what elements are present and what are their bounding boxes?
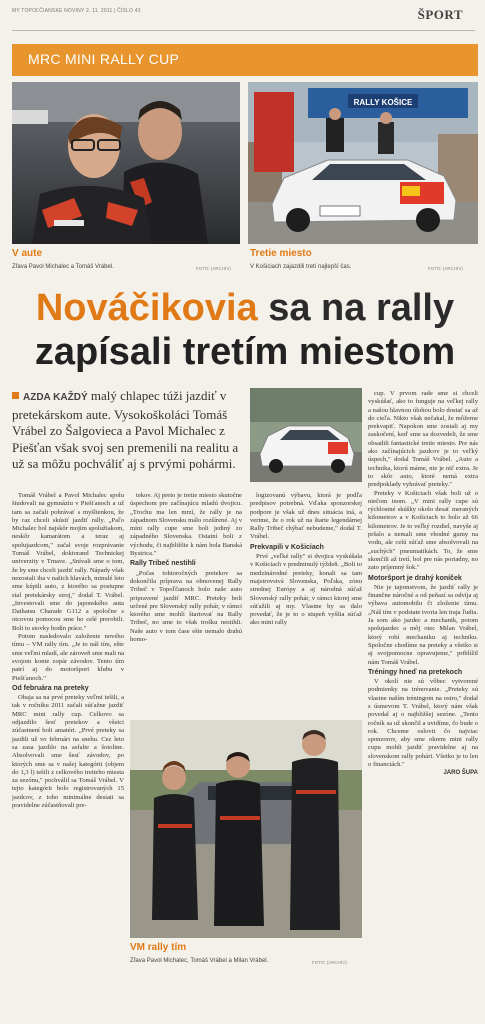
section-title: ŠPORT — [417, 7, 463, 22]
headline-rest: sa na rally — [257, 287, 455, 329]
photo1-credit: FOTO: (ARCHÍV) — [196, 266, 231, 271]
article-column-4 — [368, 390, 478, 778]
col1-paragraph-3: Obaja sa na prvé preteky veľmi tešili, a tak v ročníku 2011 začali súťažne jazdiť MRC mini rally cup. Celkovo sa odjazdilo šesť pretekov a všetci zúčastnení boli amatéri. „Prvé preteky sa jazdili už vo februári na snehu. Cez leto sa zasa jazdilo na asfalte a šotoline. Absolvovali sme šesť závodov, po ktorých sme sa v našej kategórii (objem do 1,3 l) tešili z celkového tretieho miesta za sezónu," pochválil sa Tomáš Vrábel. V tejto kategórii bolo registrovaných 15 jazdcov, z toho minimálne desiati sa pravidelne zúčastňovali pre- — [12, 694, 124, 809]
photo1-caption: Zľava Pavol Michalec a Tomáš Vrábel. — [12, 264, 114, 270]
col4-paragraph-2: Preteky v Košiciach však boli už o niečom inom. „V mini rally cupe sú rýchlostné skúšky okolo desať meraných kilometrov a v Košiciach to bolo až 66 kilometrov. Je to veľký rozdiel, navyše aj pršalo a nemali sme vhodné gumy na vodu, ale celú súťaž sme absolvovali na „suchých" pneumatikách. To, že sme skončili až tretí, bol pre nás poriadny, no zato príjemný šok." — [368, 489, 478, 572]
photo1-title: V aute — [12, 248, 43, 259]
col1-paragraph-1: Tomáš Vrábel a Pavol Michalec spolu študovali na gymnáziu v Piešťanoch a už tam sa začali pohrávať s myšlienkou, že by raz chceli skúsiť jazdiť rally. „Paľo Michalec bol najskôr mojím spolužiakom, neskôr kamarátom a teraz aj spolujazdcom," začal svoje rozprávanie Tomáš Vrábel, doktorand Technickej univerzity v Trnave. „Snívali sme o tom, že by sme chceli jazdiť rally. Nápady však nezostali iba v našich hlavách, minulé leto sme kúpili auto, z ktorého sa postupne stal pretekársky stroj," dodal T. Vrábel. „Investovali sme do japonského auta Daihatsu Charade G112 a spoločne s otcovou pomocou sme ho celé prerobili. Boli to stovky hodín práce." — [12, 492, 124, 632]
col3-paragraph-2: Prvé „veľké rally" si dvojica vyskúšala v Košiciach v predminulý týždeň. „Boli to medzinárodné preteky, konali sa tam majstrovstvá Slovenska, Poľska, zónu strednej Európy a aj národná súťaž Slovenský rally pohár, v rámci ktorej sme súťažili aj my. Vlastne by sa dalo povedať, že je to o stupeň vyššia súťaž ako mini rally — [250, 553, 362, 627]
col2-paragraph-2: „Počas tohtoročných pretekov sa dokončila príprava na obnovenej Rally Tribeč v Topoľčanoch bolo naše auto pripravené jazdiť MRC. Preteky boli určené pre Slovenský rally pohár, v rámci ktorého sme mohli štartovať na Rally Tribeč, no sme to však trošku nestihli. Naše auto v tom čase ešte nemalo drahú homo- — [130, 569, 242, 644]
rally-kosice-sign: RALLY KOŠICE — [353, 98, 413, 107]
article-column-3 — [250, 492, 362, 628]
col4-paragraph-1: cup. V prvom rade sme si chceli vyskúšať, ako to funguje na veľkej rally a našou hlavnou úlohou bolo dostať sa až do cieľa. Nikto však nečakal, že môžeme prekvapiť. Napokon sme zostali aj my zaskočení, keď sme sa dozvedeli, že sme obsadili fantastické tretie miesto. Pre nás ako začínajúcich jazdcov je to veľký úspech," dodal Tomáš Vrábel. „Auto a technika, ktorú máme, nie je nič extra. Je to skôr auto, ktoré nemá extra predpoklady vyhrávať preteky." — [368, 390, 478, 489]
photo-car-track — [250, 388, 362, 482]
col2-paragraph-1: tekov. Aj preto je tretie miesto skutočne úspechom pre začínajúcu mladú dvojicu. „Trochu ma len mrzí, že rally je na západnom Slovensku málo rozšírené. Aj v mini rally cupe sme boli jediný zo západného Slovenska. Ostatní boli z východu, či najbližšie k nám bola Banská Bystrica." — [130, 492, 242, 558]
col4-subheading-2: Tréningy hneď na pretekoch — [368, 668, 463, 676]
col3-paragraph-1: logizovanú výbavu, ktorá je podľa predpisov potrebná. Vďaka sponzorskej podpore je však už dnes situácia iná, a verime, že o rok už na štarte legendárnej Rally Tribeč chýbať nebudeme," dodal T. Vrábel. — [250, 492, 362, 541]
photo2-caption: V Košiciach zajazdili tretí najlepší čas. — [250, 264, 352, 270]
col2-subheading-1: Rally Tribeč nestihli — [130, 560, 196, 568]
article-column-2 — [130, 492, 242, 644]
car-track-image — [250, 388, 362, 482]
photo4-credit: FOTO: (ARCHÍV) — [312, 960, 347, 965]
photo2-credit: FOTO: (ARCHÍV) — [428, 266, 463, 271]
col1-paragraph-2: Potom nasledovalo založenie nového tímu – VM rally tím. „Je to náš tím, ešte sme veľmi mladí, ale zároveň sme mali na svojom konte zopár závodov. Tento tím patrí aj do motoršport klubu v Piešťanoch." — [12, 633, 124, 682]
headline-line2: zapísali tretím miestom — [34, 331, 456, 373]
lead-text: malý chlapec túži jazdiť v pretekárskom aute. Vysokoškoláci Tomáš Vrábel zo Šalgovieca a Pavol Michalec z Piešťan však svoj sen premenili na realitu a už sa môžu pochváliť aj s prvými pohármi. — [12, 388, 239, 471]
article-author: JARO ŠUPA — [443, 770, 478, 777]
drivers-image — [12, 82, 240, 244]
col4-subheading-1: Motoršport je drahý koníček — [368, 574, 462, 582]
photo2-title: Tretie miesto — [250, 248, 312, 259]
col4-paragraph-4: V okolí nie sú vôbec vytvorené podmienky na trénovanie. „Preteky sú vlastne naším tréningom na ostro," dodal s úsmevom T. Vrábel, ktorý nám však povedal aj o najbližšej sezóne. „Tento ročník sa už skončil a uvidíme, čo bude o rok. Chceme oslovit čo najviac sponzorov, aby sme okrem mini rally cupu mohli jazdiť pravidelne aj na slovenskom rally pohári. Všetko je to len o financiách." — [368, 678, 478, 769]
photo-team — [130, 720, 362, 938]
header-divider — [12, 30, 475, 31]
article-headline — [12, 286, 478, 374]
photo-drivers-in-car — [12, 82, 240, 244]
banner-text: MRC MINI RALLY CUP — [28, 51, 180, 67]
photo-rally-kosice — [248, 82, 478, 244]
photo4-title: VM rally tím — [130, 942, 187, 953]
photo4-caption: Zľava Pavol Michalec, Tomáš Vrábel a Milan Vrábel. — [130, 958, 269, 964]
col4-paragraph-3: Nie je tajomstvom, že jazdiť rally je finančne náročné a od peňazí sa odvíja aj výbava automobilu či zloženie tímu. „Náš tím v podstate tvoria len traja ľudia. Ja som ako jazdec a mechanik, potom spolujazdec a môj otec Milan Vrábel, ktorý robí mechaniku aj techniku. Spoločne chodíme na preteky a všetko si aj svojpomocne opravujeme," priblížil nám Tomáš Vrábel. — [368, 583, 478, 666]
lead-marker — [12, 392, 19, 399]
col1-subheading-1: Od februára na preteky — [12, 684, 89, 692]
col3-subheading-1: Prekvapili v Košiciach — [250, 543, 324, 551]
article-column-1 — [12, 492, 124, 810]
lead-author: AZDA KAŽDÝ — [23, 392, 88, 403]
publication-line: MY TOPOĽČIANSKE NOVINY 2. 11. 2011 | ČÍSLO 43 — [12, 8, 141, 14]
headline-highlight: Nováčikovia — [35, 287, 258, 329]
article-lead — [12, 388, 244, 473]
category-banner — [12, 44, 478, 76]
team-image — [130, 720, 362, 938]
rally-car-image — [248, 82, 478, 244]
